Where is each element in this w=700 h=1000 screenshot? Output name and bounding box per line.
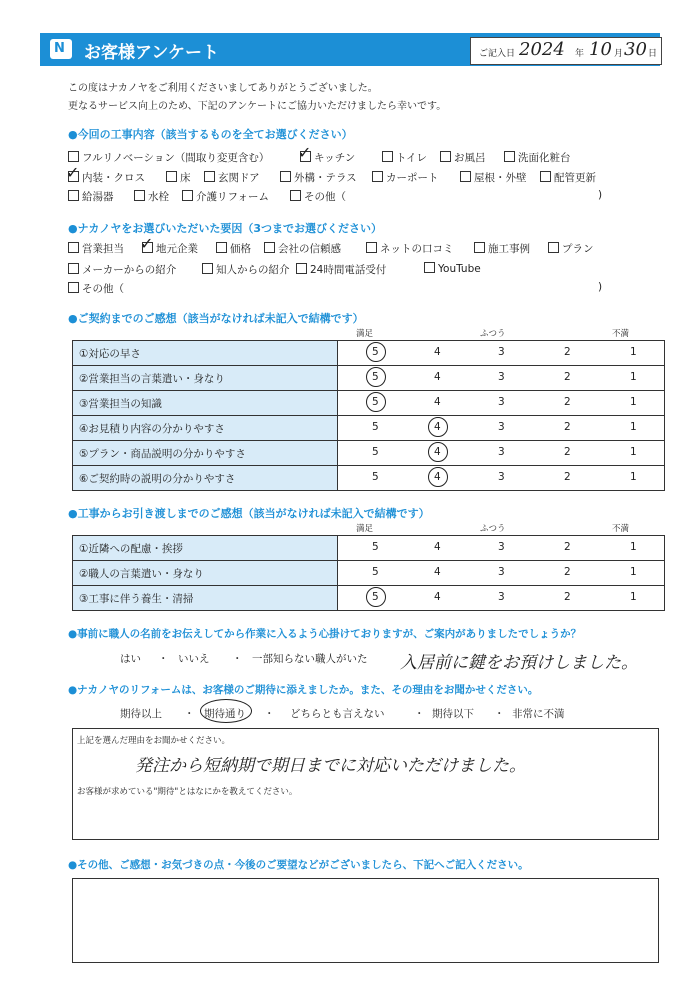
q1-option[interactable] bbox=[182, 189, 269, 204]
score-5[interactable]: 5 bbox=[372, 591, 379, 603]
selected-circle bbox=[366, 367, 386, 387]
q1-option-label: カーポート bbox=[386, 172, 439, 184]
q1-option[interactable] bbox=[68, 189, 114, 204]
score-5[interactable]: 5 bbox=[372, 471, 379, 483]
checkbox-icon[interactable] bbox=[548, 242, 559, 253]
q2-option[interactable] bbox=[202, 262, 290, 277]
q2-option[interactable] bbox=[68, 281, 124, 296]
date-year-unit: 年 bbox=[575, 49, 585, 59]
q4-heading: ●工事からお引き渡しまでのご感想（該当がなければ未記入で結構です） bbox=[68, 507, 430, 520]
q5-option-partial[interactable]: 一部知らない職人がいた bbox=[252, 653, 368, 665]
score-4[interactable]: 4 bbox=[434, 346, 441, 358]
q3-row bbox=[73, 341, 665, 366]
checkbox-icon[interactable] bbox=[440, 151, 451, 162]
score-4[interactable]: 4 bbox=[434, 591, 441, 603]
q3-row-label: ②営業担当の言葉遣い・身なり bbox=[73, 366, 338, 391]
score-2[interactable]: 2 bbox=[564, 471, 571, 483]
page-title: お客様アンケート bbox=[84, 43, 219, 63]
date-month: 10 bbox=[589, 39, 612, 60]
checkmark-icon: ✓ bbox=[140, 234, 154, 253]
checkbox-icon[interactable] bbox=[68, 242, 79, 253]
selected-circle bbox=[366, 342, 386, 362]
reason-box[interactable] bbox=[72, 728, 659, 840]
q2-option-label: メーカーからの紹介 bbox=[82, 264, 177, 276]
q1-option-label: 配管更新 bbox=[554, 172, 596, 184]
score-3[interactable]: 3 bbox=[498, 346, 505, 358]
score-5[interactable]: 5 bbox=[372, 421, 379, 433]
q3-row-scale[interactable] bbox=[338, 416, 665, 441]
selected-circle bbox=[366, 587, 386, 607]
score-4[interactable]: 4 bbox=[434, 471, 441, 483]
checkbox-icon[interactable] bbox=[216, 242, 227, 253]
q5-option-yes[interactable]: はい bbox=[120, 653, 141, 665]
date-label: ご記入日 bbox=[479, 49, 516, 59]
q3-row-scale[interactable] bbox=[338, 391, 665, 416]
q4-scale-low: 不満 bbox=[612, 524, 630, 534]
q3-scale-high: 満足 bbox=[356, 329, 374, 339]
checkbox-icon[interactable] bbox=[68, 151, 79, 162]
q5-separator-2: ・ bbox=[232, 653, 243, 665]
q1-option[interactable] bbox=[134, 189, 169, 204]
checkbox-icon[interactable] bbox=[504, 151, 515, 162]
q1-option[interactable] bbox=[68, 150, 269, 165]
score-3[interactable]: 3 bbox=[498, 396, 505, 408]
q4-scale-mid: ふつう bbox=[480, 524, 506, 534]
company-logo-icon: N bbox=[50, 39, 72, 59]
q2-option-label: 施工事例 bbox=[488, 243, 530, 255]
q1-option-label: 玄関ドア bbox=[218, 172, 260, 184]
q1-option[interactable] bbox=[298, 143, 356, 165]
q5-heading: ●事前に職人の名前をお伝えしてから作業に入るよう心掛けておりますが、ご案内がありましたでしょうか？ bbox=[68, 628, 582, 640]
score-2[interactable]: 2 bbox=[564, 591, 571, 603]
q2-option[interactable] bbox=[140, 234, 198, 256]
q3-row bbox=[73, 366, 665, 391]
q6-heading: ●ナカノヤのリフォームは、お客様のご期待に添えましたか。また、その理由をお聞かせください。 bbox=[68, 684, 539, 696]
q1-option[interactable] bbox=[540, 170, 596, 185]
q3-row-label: ③営業担当の知識 bbox=[73, 391, 338, 416]
q2-option[interactable] bbox=[68, 241, 124, 256]
score-3[interactable]: 3 bbox=[498, 541, 505, 553]
q1-option-label: 給湯器 bbox=[82, 191, 114, 203]
q3-row-scale[interactable] bbox=[338, 441, 665, 466]
checkbox-icon[interactable] bbox=[296, 263, 307, 274]
q1-option[interactable] bbox=[204, 170, 260, 185]
selected-circle bbox=[428, 442, 448, 462]
score-2[interactable]: 2 bbox=[564, 541, 571, 553]
selected-circle bbox=[428, 417, 448, 437]
q2-close-paren: ) bbox=[598, 281, 603, 293]
score-4[interactable]: 4 bbox=[434, 541, 441, 553]
score-5[interactable]: 5 bbox=[372, 396, 379, 408]
score-3[interactable]: 3 bbox=[498, 591, 505, 603]
score-3[interactable]: 3 bbox=[498, 566, 505, 578]
q4-row-scale[interactable] bbox=[338, 536, 665, 561]
score-3[interactable]: 3 bbox=[498, 371, 505, 383]
q4-row-scale[interactable] bbox=[338, 561, 665, 586]
checkbox-icon[interactable] bbox=[68, 190, 79, 201]
checkbox-icon[interactable] bbox=[460, 171, 471, 182]
score-2[interactable]: 2 bbox=[564, 566, 571, 578]
q3-row-scale[interactable] bbox=[338, 341, 665, 366]
q6-option[interactable]: 非常に不満 bbox=[512, 708, 565, 720]
checkbox-icon[interactable] bbox=[202, 263, 213, 274]
score-2[interactable]: 2 bbox=[564, 346, 571, 358]
score-4[interactable]: 4 bbox=[434, 371, 441, 383]
free-comment-box[interactable] bbox=[72, 878, 659, 963]
q5-handwritten-note: 入居前に鍵をお預けしました。 bbox=[400, 653, 638, 673]
q1-option-label: 介護リフォーム bbox=[196, 191, 269, 203]
q3-row bbox=[73, 391, 665, 416]
checkbox-icon[interactable] bbox=[166, 171, 177, 182]
q7-heading: ●その他、ご感想・お気づきの点・今後のご要望などがございましたら、下記へご記入ください。 bbox=[68, 859, 529, 871]
q1-option-label: お風呂 bbox=[454, 152, 486, 164]
checkbox-icon[interactable] bbox=[264, 242, 275, 253]
q6-option[interactable]: 期待通り bbox=[204, 708, 246, 720]
score-5[interactable]: 5 bbox=[372, 566, 379, 578]
q1-option[interactable] bbox=[504, 150, 571, 165]
q2-option-label: 価格 bbox=[230, 243, 251, 255]
reason-prompt: 上記を選んだ理由をお聞かせください。 bbox=[77, 736, 231, 746]
q2-option-label: 営業担当 bbox=[82, 243, 124, 255]
q3-rating-table bbox=[72, 340, 665, 491]
q2-option-label: その他（ bbox=[82, 283, 124, 295]
q3-row-label: ⑥ご契約時の説明の分かりやすさ bbox=[73, 466, 338, 491]
q1-option[interactable] bbox=[382, 150, 427, 165]
q2-option[interactable] bbox=[424, 262, 481, 275]
score-2[interactable]: 2 bbox=[564, 371, 571, 383]
checkbox-icon[interactable] bbox=[290, 190, 301, 201]
q4-rating-table bbox=[72, 535, 665, 611]
score-2[interactable]: 2 bbox=[564, 446, 571, 458]
q1-option[interactable] bbox=[290, 189, 346, 204]
q1-option-label: 水栓 bbox=[148, 191, 169, 203]
score-4[interactable]: 4 bbox=[434, 566, 441, 578]
selected-circle bbox=[428, 467, 448, 487]
score-5[interactable]: 5 bbox=[372, 346, 379, 358]
checkbox-icon[interactable] bbox=[366, 242, 377, 253]
q2-option[interactable] bbox=[264, 241, 341, 256]
q6-separator: ・ bbox=[184, 708, 195, 720]
q1-option[interactable] bbox=[440, 150, 486, 165]
q2-heading: ●ナカノヤをお選びいただいた要因（3つまでお選びください） bbox=[68, 222, 383, 235]
q4-row bbox=[73, 561, 665, 586]
q2-option-label: プラン bbox=[562, 243, 594, 255]
score-4[interactable]: 4 bbox=[434, 421, 441, 433]
score-5[interactable]: 5 bbox=[372, 541, 379, 553]
score-5[interactable]: 5 bbox=[372, 371, 379, 383]
q4-row-label: ②職人の言葉遣い・身なり bbox=[73, 561, 338, 586]
score-2[interactable]: 2 bbox=[564, 421, 571, 433]
intro-line-1: この度はナカノヤをご利用くださいましてありがとうございました。 bbox=[68, 83, 378, 94]
q1-option[interactable] bbox=[280, 170, 357, 185]
score-1[interactable]: 1 bbox=[630, 396, 637, 408]
checkbox-icon[interactable] bbox=[372, 171, 383, 182]
q6-option[interactable]: 期待以上 bbox=[120, 708, 162, 720]
q3-row bbox=[73, 441, 665, 466]
q2-option[interactable] bbox=[68, 262, 176, 277]
checkmark-icon: ✓ bbox=[298, 143, 312, 162]
q2-option[interactable] bbox=[296, 262, 386, 277]
q2-option-label: 24時間電話受付 bbox=[310, 264, 387, 276]
q3-heading: ●ご契約までのご感想（該当がなければ未記入で結構です） bbox=[68, 312, 364, 325]
q3-row-label: ⑤プラン・商品説明の分かりやすさ bbox=[73, 441, 338, 466]
checkbox-icon[interactable] bbox=[182, 190, 193, 201]
q1-option-label: フルリノベーション（間取り変更含む） bbox=[82, 152, 270, 164]
score-1[interactable]: 1 bbox=[630, 371, 637, 383]
date-field[interactable] bbox=[470, 37, 662, 65]
q6-selected-circle bbox=[200, 699, 252, 723]
q1-option[interactable] bbox=[66, 163, 145, 185]
score-3[interactable]: 3 bbox=[498, 421, 505, 433]
q2-option-label: ネットの口コミ bbox=[380, 243, 454, 255]
score-1[interactable]: 1 bbox=[630, 541, 637, 553]
q1-close-paren: ) bbox=[598, 189, 603, 201]
q4-row-label: ③工事に伴う養生・清掃 bbox=[73, 586, 338, 611]
q6-separator: ・ bbox=[414, 708, 425, 720]
reason-handwritten: 発注から短納期で期日までに対応いただけました。 bbox=[135, 756, 526, 776]
q2-option[interactable] bbox=[216, 241, 251, 256]
score-1[interactable]: 1 bbox=[630, 566, 637, 578]
q2-option[interactable] bbox=[366, 241, 454, 256]
q1-option[interactable] bbox=[460, 170, 527, 185]
q1-option-label: 屋根・外壁 bbox=[474, 172, 527, 184]
date-month-unit: 月 bbox=[614, 49, 624, 59]
q3-row-label: ①対応の早さ bbox=[73, 341, 338, 366]
score-5[interactable]: 5 bbox=[372, 446, 379, 458]
score-3[interactable]: 3 bbox=[498, 471, 505, 483]
q3-row bbox=[73, 416, 665, 441]
score-1[interactable]: 1 bbox=[630, 471, 637, 483]
q3-row-scale[interactable] bbox=[338, 466, 665, 491]
q1-option-label: その他（ bbox=[304, 191, 346, 203]
q3-row-label: ④お見積り内容の分かりやすさ bbox=[73, 416, 338, 441]
q2-option[interactable] bbox=[548, 241, 594, 256]
q2-option-label: 地元企業 bbox=[156, 243, 198, 255]
q1-option-label: トイレ bbox=[396, 152, 427, 164]
q4-row bbox=[73, 536, 665, 561]
q3-scale-mid: ふつう bbox=[480, 329, 506, 339]
checkbox-icon[interactable] bbox=[134, 190, 145, 201]
q1-option-label: 外構・テラス bbox=[294, 172, 357, 184]
score-4[interactable]: 4 bbox=[434, 446, 441, 458]
score-2[interactable]: 2 bbox=[564, 396, 571, 408]
q6-option[interactable]: どちらとも言えない bbox=[290, 708, 385, 720]
checkbox-icon[interactable] bbox=[68, 263, 79, 274]
q3-scale-low: 不満 bbox=[612, 329, 630, 339]
q6-separator: ・ bbox=[264, 708, 275, 720]
score-3[interactable]: 3 bbox=[498, 446, 505, 458]
date-day: 30 bbox=[624, 39, 647, 60]
q6-option[interactable]: 期待以下 bbox=[432, 708, 474, 720]
expect-prompt: お客様が求めている"期待"とはなにかを教えてください。 bbox=[77, 787, 298, 797]
score-4[interactable]: 4 bbox=[434, 396, 441, 408]
q1-option[interactable] bbox=[372, 170, 439, 185]
checkbox-icon[interactable] bbox=[204, 171, 215, 182]
q4-scale-high: 満足 bbox=[356, 524, 374, 534]
checkbox-icon[interactable] bbox=[474, 242, 485, 253]
score-1[interactable]: 1 bbox=[630, 346, 637, 358]
q1-option[interactable] bbox=[166, 170, 191, 185]
q4-row bbox=[73, 586, 665, 611]
q1-option-label: 床 bbox=[180, 172, 191, 184]
score-1[interactable]: 1 bbox=[630, 421, 637, 433]
q2-option-label: YouTube bbox=[438, 263, 481, 275]
checkbox-icon[interactable] bbox=[424, 262, 435, 273]
intro-line-2: 更なるサービス向上のため、下記のアンケートにご協力いただけましたら幸いです。 bbox=[68, 101, 447, 112]
date-day-unit: 日 bbox=[648, 49, 658, 59]
checkbox-icon[interactable] bbox=[382, 151, 393, 162]
q1-option-label: 内装・クロス bbox=[82, 172, 145, 184]
q4-row-label: ①近隣への配慮・挨拶 bbox=[73, 536, 338, 561]
score-1[interactable]: 1 bbox=[630, 446, 637, 458]
checkbox-icon[interactable] bbox=[540, 171, 551, 182]
q1-option-label: 洗面化粧台 bbox=[518, 152, 571, 164]
q3-row bbox=[73, 466, 665, 491]
q2-option-label: 知人からの紹介 bbox=[216, 264, 290, 276]
checkbox-icon[interactable] bbox=[280, 171, 291, 182]
checkmark-icon: ✓ bbox=[66, 163, 80, 182]
q6-separator: ・ bbox=[494, 708, 505, 720]
q2-option[interactable] bbox=[474, 241, 530, 256]
q2-option-label: 会社の信頼感 bbox=[278, 243, 341, 255]
q5-option-no[interactable]: いいえ bbox=[178, 653, 210, 665]
date-year: 2024 bbox=[519, 39, 565, 60]
q4-row-scale[interactable] bbox=[338, 586, 665, 611]
q3-row-scale[interactable] bbox=[338, 366, 665, 391]
selected-circle bbox=[366, 392, 386, 412]
checkbox-icon[interactable] bbox=[68, 282, 79, 293]
q1-option-label: キッチン bbox=[314, 152, 356, 164]
q5-separator-1: ・ bbox=[158, 653, 169, 665]
score-1[interactable]: 1 bbox=[630, 591, 637, 603]
q1-heading: ●今回の工事内容（該当するものを全てお選びください） bbox=[68, 128, 353, 141]
